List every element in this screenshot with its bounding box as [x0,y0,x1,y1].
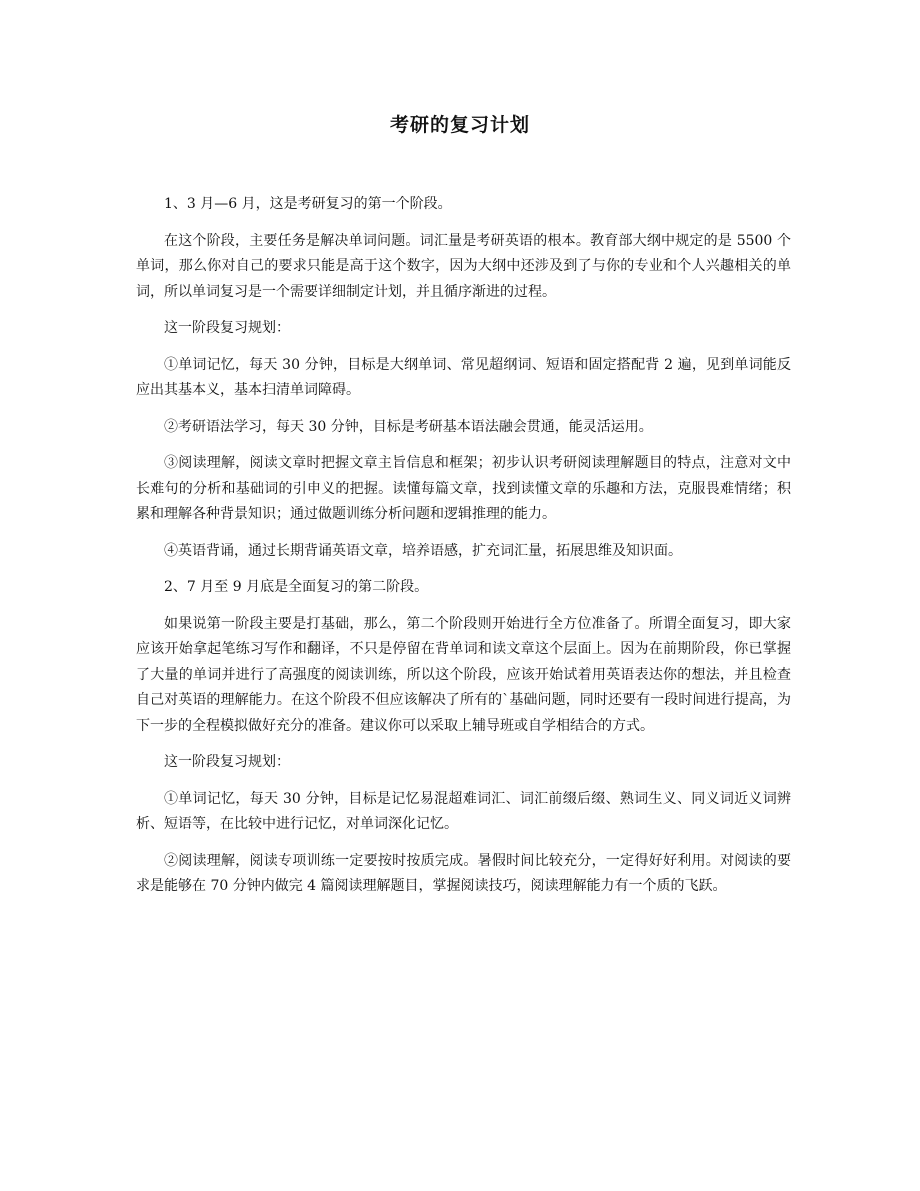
paragraph-plan-label: 这一阶段复习规划： [164,320,290,336]
paragraph-reading-2: ②阅读理解，阅读专项训练一定要按时按质完成。暑假时间比较充分，一定得好好利用。对阅读的要求是能够在 70 分钟内做完 4 篇阅读理解题目，掌握阅读技巧，阅读理解能力有一个质的飞跃。 [136,852,791,894]
paragraph-phase-2-intro: 如果说第一阶段主要是打基础，那么，第二个阶段则开始进行全方位准备了。所谓全面复习，即大家应该开始拿起笔练习写作和翻译，不只是停留在背单词和读文章这个层面上。因为在前期阶段，你已掌握了大量的单词并进行了高强度的阅读训练，所以这个阶段，应该开始试着用英语表达你的想法，并且检查自己对英语的理解能力。在这个阶段不但应该解决了所有的`基础问题，同时还要有一段时间进行提高，为下一步的全程模拟做好充分的准备。建议你可以采取上辅导班或自学相结合的方式。 [136,615,791,734]
paragraph-phase-1-intro: 在这个阶段，主要任务是解决单词问题。词汇量是考研英语的根本。教育部大纲中规定的是 5500 个单词，那么你对自己的要求只能是高于这个数字，因为大纲中还涉及到了与你的专业和个人兴趣相关的单词，所以单词复习是一个需要详细制定计划，并且循序渐进的过程。 [136,232,791,300]
paragraph-plan-label-2: 这一阶段复习规划： [164,754,290,770]
document-body [136,192,791,911]
paragraph-phase-1-heading: 1、3 月—6 月，这是考研复习的第一个阶段。 [164,196,452,212]
paragraph-phase-2-heading: 2、7 月至 9 月底是全面复习的第二阶段。 [164,579,429,595]
paragraph-grammar: ②考研语法学习，每天 30 分钟，目标是考研基本语法融会贯通，能灵活运用。 [164,418,653,435]
paragraph-recitation: ④英语背诵，通过长期背诵英语文章，培养语感，扩充词汇量，拓展思维及知识面。 [164,542,682,559]
paragraph-reading: ③阅读理解，阅读文章时把握文章主旨信息和框架；初步认识考研阅读理解题目的特点，注意对文中长难句的分析和基础词的引申义的把握。读懂每篇文章，找到读懂文章的乐趣和方法，克服畏难情绪；积累和理解各种背景知识；通过做题训练分析问题和逻辑推理的能力。 [136,455,791,522]
paragraph-vocab-2: ①单词记忆，每天 30 分钟，目标是记忆易混超难词汇、词汇前缀后缀、熟词生义、同义词近义词辨析、短语等，在比较中进行记忆，对单词深化记忆。 [136,790,791,832]
page-title: 考研的复习计划 [389,114,530,136]
paragraph-vocab: ①单词记忆，每天 30 分钟，目标是大纲单词、常见超纲词、短语和固定搭配背 2 遍，见到单词能反应出其基本义，基本扫清单词障碍。 [136,356,791,398]
